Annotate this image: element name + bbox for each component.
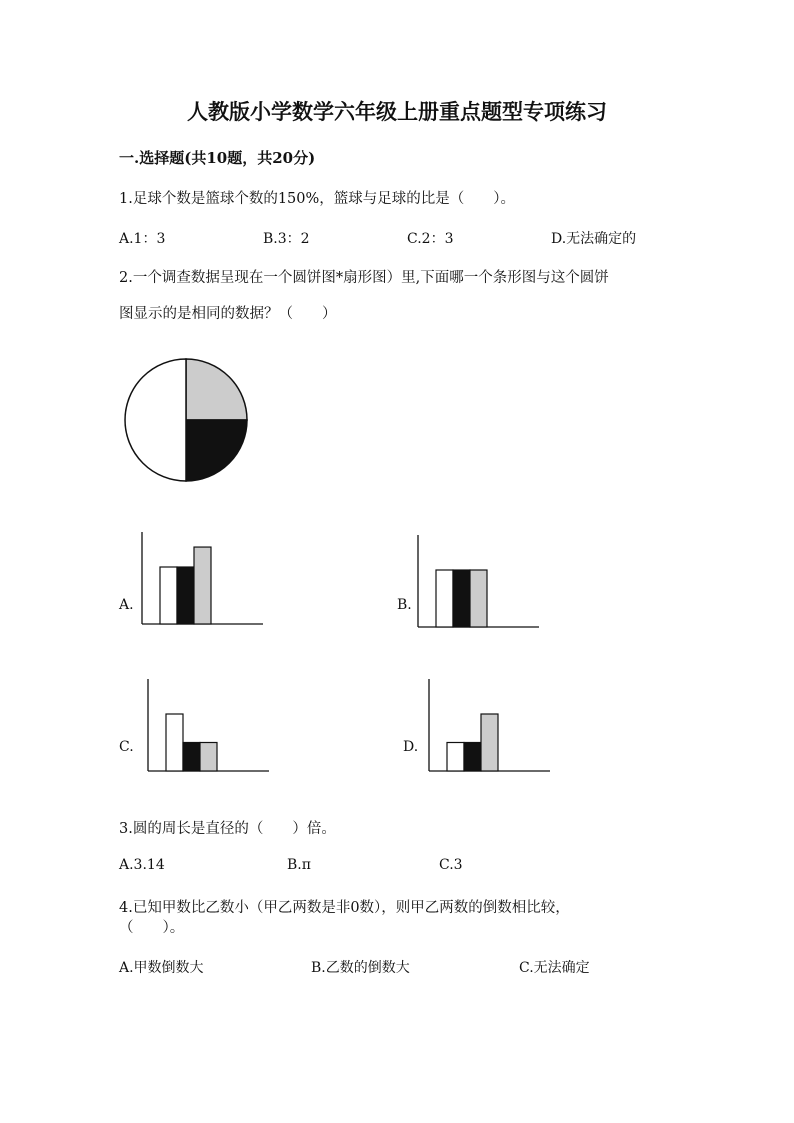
page-title: 人教版小学数学六年级上册重点题型专项练习 xyxy=(187,99,607,124)
bar-3 xyxy=(194,547,211,624)
question-4-text-line1: 4.已知甲数比乙数小（甲乙两数是非0数），则甲乙两数的倒数相比较， xyxy=(119,900,570,916)
bar-chart-d[interactable] xyxy=(427,679,552,774)
q3-option-b[interactable]: B.π xyxy=(287,857,311,873)
bar-chart-b[interactable] xyxy=(416,535,541,630)
q1-option-c[interactable]: C.2：3 xyxy=(407,231,454,247)
bar-2 xyxy=(453,570,470,627)
bar-1 xyxy=(160,567,177,624)
bar-chart-a[interactable] xyxy=(140,532,265,627)
q1-option-b[interactable]: B.3：2 xyxy=(263,231,310,247)
bar-1 xyxy=(447,743,464,772)
pie-slice-3 xyxy=(125,359,186,481)
question-4-text-line2: （ ）。 xyxy=(119,920,185,936)
q3-option-a[interactable]: A.3.14 xyxy=(119,857,165,873)
question-1-text: 1.足球个数是篮球个数的150%，篮球与足球的比是（ ）。 xyxy=(119,191,516,207)
bar-3 xyxy=(470,570,487,627)
q2-option-c-label[interactable]: C. xyxy=(119,739,134,755)
question-3-text: 3.圆的周长是直径的（ ）倍。 xyxy=(119,821,336,837)
question-2-text-line1: 2.一个调查数据呈现在一个圆饼图*扇形图）里,下面哪一个条形图与这个圆饼 xyxy=(119,270,609,286)
section-heading: 一.选择题(共10题，共20分) xyxy=(119,149,316,167)
question-2-text-line2: 图显示的是相同的数据？（ ） xyxy=(119,306,337,322)
bar-3 xyxy=(481,714,498,771)
q4-option-a[interactable]: A.甲数倒数大 xyxy=(119,960,204,976)
pie-chart xyxy=(120,354,250,484)
q1-option-a[interactable]: A.1：3 xyxy=(119,231,166,247)
bar-chart-c[interactable] xyxy=(146,679,271,774)
bar-2 xyxy=(183,743,200,772)
pie-slice-2 xyxy=(186,420,247,481)
q2-option-a-label[interactable]: A. xyxy=(119,597,134,613)
q4-option-c[interactable]: C.无法确定 xyxy=(519,960,590,976)
q2-option-d-label[interactable]: D. xyxy=(403,739,419,755)
bar-3 xyxy=(200,743,217,772)
q4-option-b[interactable]: B.乙数的倒数大 xyxy=(311,960,410,976)
pie-slice-1 xyxy=(186,359,247,420)
bar-2 xyxy=(464,743,481,772)
bar-1 xyxy=(166,714,183,771)
q1-option-d[interactable]: D.无法确定的 xyxy=(551,231,637,247)
bar-1 xyxy=(436,570,453,627)
q3-option-c[interactable]: C.3 xyxy=(439,857,463,873)
q2-option-b-label[interactable]: B. xyxy=(397,597,412,613)
bar-2 xyxy=(177,567,194,624)
